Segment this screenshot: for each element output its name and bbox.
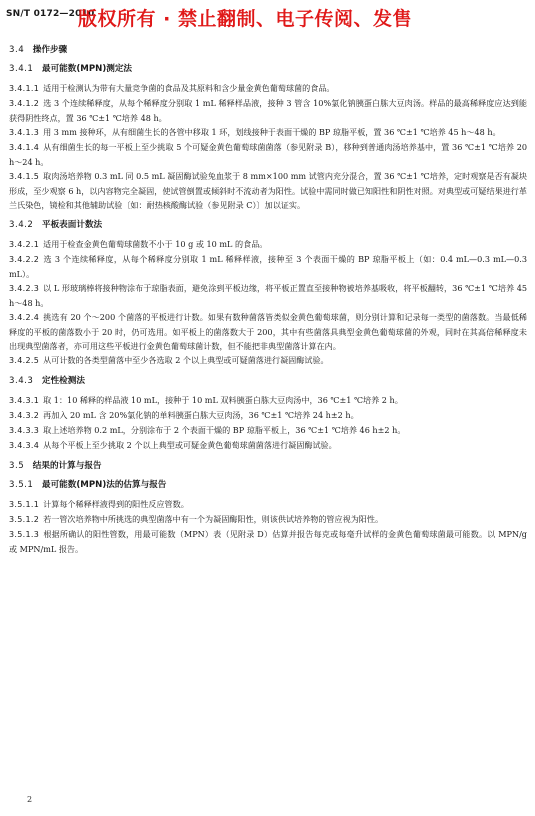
section-heading bbox=[9, 459, 527, 473]
clause-paragraph bbox=[9, 393, 527, 408]
clause-number: 3.4 bbox=[9, 45, 25, 55]
clause-paragraph bbox=[9, 252, 527, 281]
heading-text: 最可能数(MPN)法的估算与报告 bbox=[41, 480, 167, 490]
standard-code: SN/T 0172—2010 bbox=[6, 9, 95, 19]
clause-number: 3.4.2.3 bbox=[9, 284, 40, 293]
clause-text: 适用于检测认为带有大量竞争菌的食品及其原料和含少量金黄色葡萄球菌的食品。 bbox=[43, 83, 335, 93]
clause-text: 计算每个稀释样液得到的阳性反应管数。 bbox=[43, 499, 189, 509]
clause-text: 若一管次培养物中所挑选的典型菌落中有一个为凝固酶阳性，则该供试培养物的管应视为阳性。 bbox=[43, 514, 384, 524]
clause-number: 3.4.2 bbox=[9, 220, 34, 230]
section-heading bbox=[9, 218, 527, 232]
clause-number: 3.4.3.1 bbox=[9, 396, 40, 405]
clause-paragraph bbox=[9, 281, 527, 310]
clause-text: 挑选有 20 个～200 个菌落的平板进行计数。如果有数种菌落皆类似金黄色葡萄球菌，则分别计算和记录每一类型的菌落数。当最低稀释度的平板的菌落数小于 20 时，仍可选用。如平板上的菌落数大于 200，其中有些菌落具典型金黄色葡萄球菌的外观，同时在其高倍稀释度未出现典型菌落者，亦可用这些平板进行金黄色葡萄球菌计数，但不能把非典型菌落计算在内。 bbox=[9, 312, 527, 351]
clause-number: 3.4.1.4 bbox=[9, 143, 40, 152]
clause-number: 3.4.1.2 bbox=[9, 99, 40, 108]
section-heading bbox=[9, 62, 527, 76]
copyright-watermark: 版权所有 · 禁止翻制、电子传阅、发售 bbox=[78, 8, 412, 30]
clause-paragraph bbox=[9, 125, 527, 140]
clause-paragraph bbox=[9, 169, 527, 212]
clause-text: 选 3 个连续稀释度，从每个稀释度分别取 1 mL 稀释样品液，接种 3 管含 10%氯化钠胰蛋白胨大豆肉汤。样品的最高稀释度应达到能获得阴性终点，置 36 ℃±1 ℃培养 48 h。 bbox=[9, 98, 527, 123]
clause-text: 以 L 形玻璃棒将接种物涂布于琼脂表面，避免涂到平板边缘，将平板正置直至接种物被培养基吸收，将平板翻转，36 ℃±1 ℃培养 45 h～48 h。 bbox=[9, 283, 527, 308]
heading-text: 定性检测法 bbox=[41, 376, 85, 386]
clause-number: 3.4.1.5 bbox=[9, 172, 40, 181]
clause-text: 用 3 mm 接种环，从有细菌生长的各管中移取 1 环，划线接种于表面干燥的 BP 琼脂平板，置 36 ℃±1 ℃培养 45 h～48 h。 bbox=[43, 127, 501, 137]
clause-paragraph bbox=[9, 527, 527, 556]
clause-number: 3.4.1 bbox=[9, 64, 34, 74]
clause-text: 从有细菌生长的每一平板上至少挑取 5 个可疑金黄色葡萄球菌菌落（参见附录 B），移种到普通肉汤培养基中，置 36 ℃±1 ℃培养 20 h～24 h。 bbox=[9, 142, 527, 167]
clause-number: 3.5.1.3 bbox=[9, 530, 40, 539]
clause-paragraph bbox=[9, 237, 527, 252]
heading-text: 操作步骤 bbox=[32, 45, 68, 55]
clause-number: 3.5.1.1 bbox=[9, 500, 40, 509]
heading-text: 结果的计算与报告 bbox=[32, 461, 102, 471]
clause-number: 3.4.2.2 bbox=[9, 255, 40, 264]
clause-number: 3.4.3.4 bbox=[9, 441, 40, 450]
clause-paragraph bbox=[9, 438, 527, 453]
clause-paragraph bbox=[9, 140, 527, 169]
clause-paragraph bbox=[9, 512, 527, 527]
clause-number: 3.5 bbox=[9, 461, 25, 471]
heading-text: 最可能数(MPN)测定法 bbox=[41, 64, 133, 74]
clause-text: 再加入 20 mL 含 20%氯化钠的单料胰蛋白胨大豆肉汤，36 ℃±1 ℃培养 24 h±2 h。 bbox=[43, 410, 359, 420]
clause-paragraph bbox=[9, 408, 527, 423]
clause-number: 3.4.3.3 bbox=[9, 426, 40, 435]
clause-paragraph bbox=[9, 96, 527, 125]
clause-paragraph bbox=[9, 81, 527, 96]
clause-number: 3.4.1.3 bbox=[9, 128, 40, 137]
clause-text: 取肉汤培养物 0.3 mL 同 0.5 mL 凝固酶试验兔血浆于 8 mm×100 mm 试管内充分混合，置 36 ℃±1 ℃培养，定时观察是否有凝块形成，至少观察 6 h，以内容物完全凝固，使试管倒置或倾斜时不流动者为阳性。试验中需同时做已知阳性和阴性对照。对典型或可疑结果进行革兰氏染色，镜检和其他辅助试验〔如：耐热核酸酶试验（参见附录 C）〕加以证实。 bbox=[9, 171, 527, 210]
clause-text: 从每个平板上至少挑取 2 个以上典型或可疑金黄色葡萄球菌菌落进行凝固酶试验。 bbox=[43, 440, 337, 450]
clause-paragraph bbox=[9, 353, 527, 368]
clause-number: 3.4.2.1 bbox=[9, 240, 40, 249]
clause-number: 3.5.1 bbox=[9, 480, 34, 490]
clause-paragraph bbox=[9, 423, 527, 438]
section-heading bbox=[9, 478, 527, 492]
clause-number: 3.4.2.5 bbox=[9, 356, 40, 365]
clause-text: 适用于检查金黄色葡萄球菌数不小于 10 g 或 10 mL 的食品。 bbox=[43, 239, 268, 249]
clause-number: 3.4.3 bbox=[9, 376, 34, 386]
clause-number: 3.4.2.4 bbox=[9, 313, 40, 322]
clause-text: 选 3 个连续稀释度，从每个稀释度分别取 1 mL 稀释样液，接种至 3 个表面干燥的 BP 琼脂平板上（如：0.4 mL—0.3 mL—0.3 mL）。 bbox=[9, 254, 527, 279]
clause-text: 从可计数的各类型菌落中至少各选取 2 个以上典型或可疑菌落进行凝固酶试验。 bbox=[43, 355, 329, 365]
section-heading bbox=[9, 43, 527, 57]
section-heading bbox=[9, 374, 527, 388]
clause-number: 3.4.1.1 bbox=[9, 84, 40, 93]
clause-paragraph bbox=[9, 497, 527, 512]
document-body bbox=[9, 43, 527, 556]
clause-text: 取上述培养物 0.2 mL，分别涂布于 2 个表面干燥的 BP 琼脂平板上，36 ℃±1 ℃培养 46 h±2 h。 bbox=[43, 425, 406, 435]
clause-paragraph bbox=[9, 310, 527, 353]
heading-text: 平板表面计数法 bbox=[41, 220, 103, 230]
clause-number: 3.4.3.2 bbox=[9, 411, 40, 420]
clause-number: 3.5.1.2 bbox=[9, 515, 40, 524]
page-number: 2 bbox=[27, 795, 33, 804]
clause-text: 根据所确认的阳性管数，用最可能数（MPN）表（见附录 D）估算并报告每克或每毫升试样的金黄色葡萄球菌最可能数。以 MPN/g 或 MPN/mL 报告。 bbox=[9, 529, 527, 554]
clause-text: 取 1：10 稀释的样品液 10 mL，接种于 10 mL 双料胰蛋白胨大豆肉汤中，36 ℃±1 ℃培养 2 h。 bbox=[43, 395, 403, 405]
